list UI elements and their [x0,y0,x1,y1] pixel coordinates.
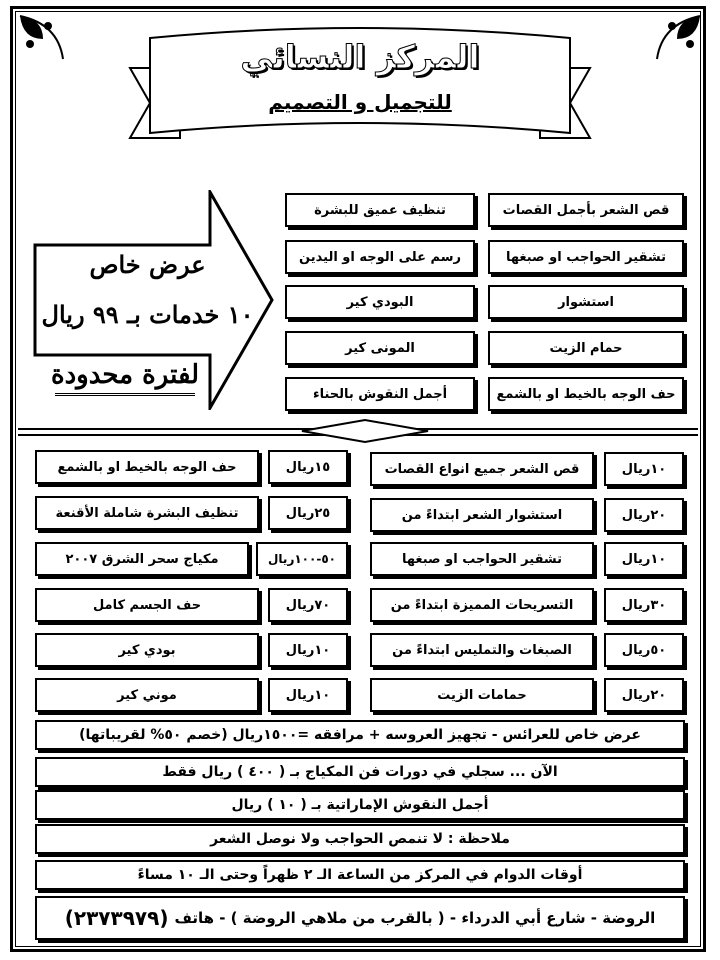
address-text: الروضة - شارع أبي الدرداء - ( بالقرب من ملاهي الروضة ) - هاتف [174,909,656,927]
service-cell: الصبغات والتمليس ابتداءً من [370,633,594,667]
makeup-course-note: الآن ... سجلي في دورات فن المكياج بـ ( ٤٠٠ ) ريال فقط [35,757,685,787]
service-cell: تنظيف البشرة شاملة الأقنعة [35,496,259,530]
price-cell: ١٠ريال [268,633,348,667]
price-cell: ١٠ريال [604,542,684,576]
service-cell: موني كير [35,678,259,712]
offer-service: حمام الزيت [488,331,684,365]
service-cell: التسريحات المميزة ابتداءً من [370,588,594,622]
service-cell: قص الشعر جميع انواع القصات [370,452,594,486]
henna-note: أجمل النقوش الإماراتية بـ ( ١٠ ) ريال [35,790,685,820]
service-cell: حف الجسم كامل [35,588,259,622]
service-cell: حف الوجه بالخيط او بالشمع [35,450,259,484]
service-cell: بودي كير [35,633,259,667]
bridal-offer-note: عرض خاص للعرائس - تجهيز العروسه + مرافقه =١٥٠٠ريال (خصم ٥٠% لقريباتها) [35,720,685,750]
page-subtitle: للتجميل و التصميم [268,90,452,114]
price-cell: ٢٥ريال [268,496,348,530]
hours-note: أوقات الدوام في المركز من الساعة الـ ٢ ظهراً وحتى الـ ١٠ مساءً [35,860,685,890]
offer-service: حف الوجه بالخيط او بالشمع [488,377,684,411]
price-cell: ١٥ريال [268,450,348,484]
page-title: المركز النسائي [240,38,480,76]
offer-service: أجمل النقوش بالحناء [285,377,475,411]
price-cell: ١٠ريال [604,452,684,486]
price-cell: ٥٠ريال [604,633,684,667]
price-cell: ٢٠ريال [604,498,684,532]
service-cell: تشقير الحواجب او صبغها [370,542,594,576]
limited-time-label: لفترة محدودة [50,360,200,390]
service-cell: استشوار الشعر ابتداءً من [370,498,594,532]
address-bar [35,896,685,940]
divider-ornament [300,418,430,444]
offer-service: رسم على الوجه او اليدين [285,240,475,274]
limited-underline [55,393,195,396]
price-cell: ٣٠ريال [604,588,684,622]
offer-price: ١٠ خدمات بـ ٩٩ ريال [41,300,254,329]
offer-service: تشقير الحواجب او صبغها [488,240,684,274]
offer-title: عرض خاص [89,250,206,279]
offer-service: البودي كير [285,285,475,319]
service-cell: مكياج سحر الشرق ٢٠٠٧ [35,542,249,576]
policy-note: ملاحظة : لا تنمص الحواجب ولا نوصل الشعر [35,824,685,854]
offer-service: استشوار [488,285,684,319]
price-cell: ٧٠ريال [268,588,348,622]
phone-number: (٢٣٧٣٩٧٩) [64,906,169,930]
price-cell: ١٠ريال [268,678,348,712]
service-cell: حمامات الزيت [370,678,594,712]
price-cell: ٥٠-١٠٠ريال [256,542,348,576]
offer-service: المونى كير [285,331,475,365]
price-cell: ٢٠ريال [604,678,684,712]
offer-service: تنظيف عميق للبشرة [285,193,475,227]
offer-service: قص الشعر بأجمل القصات [488,193,684,227]
